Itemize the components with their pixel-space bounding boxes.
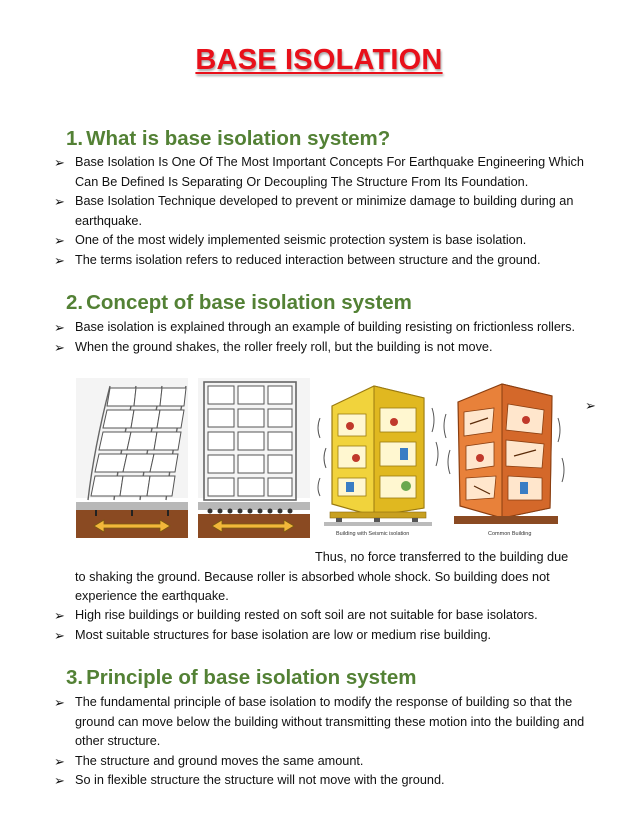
list-item: ➢ The fundamental principle of base isolation to modify the response of building so that the ground can move below the building without transmitting these motion into the building and other structure. [54, 695, 585, 748]
section-title: Concept of base isolation system [86, 291, 412, 314]
arrow-bullet-icon: ➢ [54, 194, 65, 209]
seismic-isolated-cartoon-building [318, 386, 438, 537]
arrow-bullet-icon: ➢ [585, 398, 596, 413]
arrow-bullet-icon: ➢ [54, 753, 65, 769]
arrow-bullet-icon: ➢ [54, 320, 65, 335]
list-item: ➢ So in flexible structure the structure will not move with the ground. [54, 771, 594, 791]
isolated-building-frame [198, 378, 310, 538]
base-isolation-illustration [74, 378, 594, 548]
figure-caption-common: Common Building [488, 531, 532, 537]
arrow-bullet-icon: ➢ [54, 155, 65, 170]
arrow-bullet-icon: ➢ [54, 773, 65, 788]
section-title: Principle of base isolation system [86, 666, 417, 689]
list-item: ➢ The terms isolation refers to reduced interaction between structure and the ground. [54, 251, 594, 271]
section-title: What is base isolation system? [86, 127, 391, 150]
list-item: ➢ The structure and ground moves the same amount. [54, 752, 594, 772]
section-1-heading [66, 127, 390, 151]
swaying-building-frame [76, 378, 188, 538]
list-item: ➢ One of the most widely implemented seismic protection system is base isolation. [54, 231, 594, 251]
arrow-bullet-icon: ➢ [54, 627, 65, 643]
common-cartoon-building [444, 384, 564, 537]
arrow-bullet-icon: ➢ [54, 695, 65, 710]
arrow-bullet-icon: ➢ [54, 339, 65, 355]
arrow-bullet-icon: ➢ [54, 252, 65, 268]
list-item: ➢ Base Isolation Is One Of The Most Important Concepts For Earthquake Engineering Which Can Be Defined Is Separating Or Decoupling The Structure From Its Foundation. [54, 155, 584, 189]
page-title: BASE ISOLATION [195, 44, 443, 76]
list-item: ➢ Base Isolation Technique developed to prevent or minimize damage to building during an earthquake. [54, 194, 574, 228]
arrow-bullet-icon: ➢ [54, 608, 65, 623]
section-number: 2. [66, 291, 84, 314]
section-3-bullets [54, 693, 594, 791]
section-number: 3. [66, 666, 84, 689]
list-item: ➢ High rise buildings or building rested on soft soil are not suitable for base isolators. [54, 606, 594, 626]
section-2-more-bullets [54, 606, 594, 645]
list-item: ➢ Most suitable structures for base isolation are low or medium rise building. [54, 626, 594, 646]
list-item: ➢ When the ground shakes, the roller freely roll, but the building is not move. [54, 338, 594, 358]
list-item: ➢ Base isolation is explained through an example of building resisting on frictionless rollers. [54, 318, 594, 338]
section-1-bullets [54, 153, 594, 270]
section-2-bullets [54, 318, 594, 357]
section-number: 1. [66, 127, 84, 150]
figure-continuation-text: Thus, no force transferred to the building due to shaking the ground. Because roller is absorbed whole shock. So building does not experience the earthquake. [75, 550, 569, 603]
figure-caption-isolated: Building with Seismic isolation [336, 531, 410, 537]
section-3-heading [66, 666, 417, 690]
section-2-heading [66, 291, 412, 315]
arrow-bullet-icon: ➢ [54, 233, 65, 248]
